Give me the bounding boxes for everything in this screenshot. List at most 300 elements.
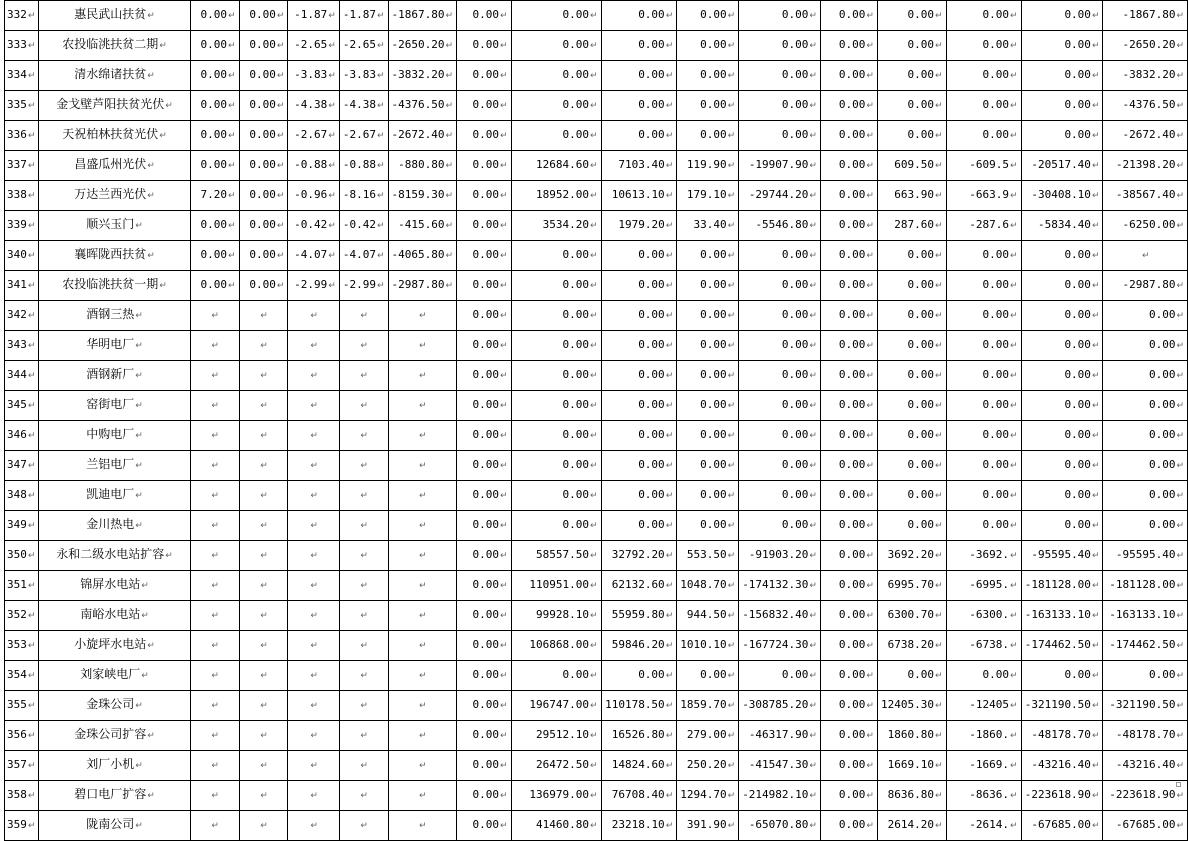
value-cell <box>388 1 457 31</box>
cell-text: 0.00 <box>781 338 809 351</box>
value-cell <box>677 541 739 571</box>
cell-text: 0.00 <box>907 338 934 351</box>
paragraph-mark: ↵ <box>665 701 674 711</box>
paragraph-mark: ↵ <box>866 431 874 441</box>
value-cell <box>601 481 677 511</box>
cell-text: 0.00 <box>907 488 934 501</box>
cell-text: 0.00 <box>200 68 228 81</box>
table-body <box>5 1 1188 841</box>
value-cell <box>511 781 601 811</box>
paragraph-mark: ↵ <box>1176 551 1184 561</box>
paragraph-mark: ↵ <box>376 191 385 201</box>
paragraph-mark: ↵ <box>328 161 336 171</box>
cell-text: 0.00 <box>781 98 809 111</box>
cell-text: 196747.00 <box>529 698 590 711</box>
cell-text: 0.00 <box>781 308 809 321</box>
paragraph-mark: ↵ <box>135 701 143 711</box>
cell-text: 0.00 <box>838 428 866 441</box>
value-cell <box>601 691 677 721</box>
cell-text: 0.00 <box>472 338 499 351</box>
paragraph-mark: ↵ <box>934 701 943 711</box>
cell-text: 250.20 <box>686 758 727 771</box>
row-number-cell <box>5 331 39 361</box>
paragraph-mark: ↵ <box>360 731 368 741</box>
row-number-cell <box>5 541 39 571</box>
cell-text: -43216.40 <box>1115 758 1176 771</box>
value-cell <box>339 721 388 751</box>
value-cell <box>739 811 821 841</box>
paragraph-mark: ↵ <box>727 281 736 291</box>
value-cell <box>457 571 512 601</box>
cell-text: 0.00 <box>982 368 1010 381</box>
cell-text: 中购电厂 <box>86 427 135 441</box>
paragraph-mark: ↵ <box>727 191 736 201</box>
paragraph-mark: ↵ <box>418 521 427 531</box>
value-cell <box>946 211 1021 241</box>
value-cell <box>1021 571 1103 601</box>
value-cell <box>820 451 877 481</box>
value-cell <box>511 301 601 331</box>
cell-text: 0.00 <box>1064 68 1091 81</box>
paragraph-mark: ↵ <box>135 431 143 441</box>
value-cell <box>239 181 288 211</box>
cell-text: -1.87 <box>342 8 376 21</box>
paragraph-mark: ↵ <box>418 701 427 711</box>
cell-text: -48178.70 <box>1115 728 1176 741</box>
value-cell <box>457 151 512 181</box>
value-cell <box>511 481 601 511</box>
cell-text: -4065.80 <box>391 248 445 261</box>
paragraph-mark: ↵ <box>260 821 268 831</box>
paragraph-mark: ↵ <box>360 641 368 651</box>
paragraph-mark: ↵ <box>866 11 874 21</box>
value-cell <box>511 661 601 691</box>
cell-text: 0.00 <box>1148 518 1176 531</box>
cell-text: 345 <box>7 398 27 411</box>
value-cell <box>877 361 946 391</box>
cell-text: -1867.80 <box>1122 8 1176 21</box>
cell-text: 0.00 <box>838 278 866 291</box>
paragraph-mark: ↵ <box>310 581 318 591</box>
cell-text: -3.83 <box>342 68 376 81</box>
paragraph-mark: ↵ <box>866 461 874 471</box>
cell-text: 279.00 <box>686 728 727 741</box>
cell-text: 355 <box>7 698 27 711</box>
value-cell <box>457 211 512 241</box>
paragraph-mark: ↵ <box>499 551 508 561</box>
cell-text: 0.00 <box>562 8 590 21</box>
value-cell <box>820 181 877 211</box>
cell-text: 万达兰西光伏 <box>74 187 147 201</box>
paragraph-mark: ↵ <box>276 191 285 201</box>
paragraph-mark: ↵ <box>866 521 874 531</box>
row-number-cell <box>5 271 39 301</box>
paragraph-mark: ↵ <box>135 461 143 471</box>
value-cell <box>239 511 288 541</box>
value-cell <box>339 481 388 511</box>
paragraph-mark: ↵ <box>27 161 36 171</box>
value-cell <box>388 91 457 121</box>
value-cell <box>239 631 288 661</box>
value-cell <box>239 721 288 751</box>
value-cell <box>601 121 677 151</box>
value-cell <box>877 811 946 841</box>
cell-text: 0.00 <box>472 98 499 111</box>
cell-text: 华明电厂 <box>86 337 135 351</box>
paragraph-mark: ↵ <box>1091 341 1100 351</box>
value-cell <box>339 661 388 691</box>
value-cell <box>946 361 1021 391</box>
paragraph-mark: ↵ <box>27 521 36 531</box>
cell-text: -0.88 <box>294 158 328 171</box>
cell-text: 0.00 <box>638 8 665 21</box>
paragraph-mark: ↵ <box>445 161 454 171</box>
cell-text: 76708.40 <box>611 788 665 801</box>
paragraph-mark: ↵ <box>590 731 598 741</box>
value-cell <box>457 391 512 421</box>
cell-text: 110951.00 <box>529 578 590 591</box>
table-row <box>5 661 1188 691</box>
cell-text: 0.00 <box>982 488 1010 501</box>
paragraph-mark: ↵ <box>590 371 598 381</box>
value-cell <box>388 481 457 511</box>
value-cell <box>946 481 1021 511</box>
data-table <box>4 0 1188 841</box>
paragraph-mark: ↵ <box>665 101 674 111</box>
cell-text: 惠民武山扶贫 <box>74 7 147 21</box>
cell-text: 0.00 <box>562 428 590 441</box>
value-cell <box>511 811 601 841</box>
plant-name-cell <box>39 301 190 331</box>
cell-text: 0.00 <box>200 98 228 111</box>
plant-name-cell <box>39 781 190 811</box>
cell-text: -2.65 <box>294 38 328 51</box>
value-cell <box>239 691 288 721</box>
paragraph-mark: ↵ <box>590 581 598 591</box>
row-number-cell <box>5 781 39 811</box>
cell-text: 339 <box>7 218 27 231</box>
value-cell <box>511 121 601 151</box>
paragraph-mark: ↵ <box>27 11 36 21</box>
cell-text: -4.38 <box>342 98 376 111</box>
cell-text: 0.00 <box>1148 398 1176 411</box>
paragraph-mark: ↵ <box>665 281 674 291</box>
plant-name-cell <box>39 241 190 271</box>
paragraph-mark: ↵ <box>260 791 268 801</box>
cell-text: 110178.50 <box>605 698 665 711</box>
cell-text: 0.00 <box>562 338 590 351</box>
cell-text: 0.00 <box>907 368 934 381</box>
paragraph-mark: ↵ <box>1010 311 1018 321</box>
paragraph-mark: ↵ <box>809 131 817 141</box>
paragraph-mark: ↵ <box>590 101 598 111</box>
value-cell <box>1021 541 1103 571</box>
cell-text: 99928.10 <box>536 608 590 621</box>
paragraph-mark: ↵ <box>590 281 598 291</box>
cell-text: 0.00 <box>472 368 499 381</box>
cell-text: -0.88 <box>342 158 376 171</box>
cell-text: -67685.00 <box>1115 818 1176 831</box>
plant-name-cell <box>39 331 190 361</box>
cell-text: 天祝柏林扶贫光伏 <box>62 127 159 141</box>
paragraph-mark: ↵ <box>809 581 817 591</box>
paragraph-mark: ↵ <box>211 611 219 621</box>
value-cell <box>457 811 512 841</box>
cell-text: -4376.50 <box>1122 98 1176 111</box>
value-cell <box>190 1 239 31</box>
paragraph-mark: ↵ <box>1010 461 1018 471</box>
paragraph-mark: ↵ <box>147 11 155 21</box>
cell-text: 3692.20 <box>887 548 934 561</box>
value-cell <box>946 151 1021 181</box>
paragraph-mark: ↵ <box>809 551 817 561</box>
value-cell <box>739 331 821 361</box>
value-cell <box>190 181 239 211</box>
value-cell <box>457 361 512 391</box>
value-cell <box>1103 361 1188 391</box>
paragraph-mark: ↵ <box>27 221 36 231</box>
value-cell <box>946 451 1021 481</box>
value-cell <box>1021 451 1103 481</box>
paragraph-mark: ↵ <box>665 731 674 741</box>
plant-name-cell <box>39 61 190 91</box>
paragraph-mark: ↵ <box>228 41 236 51</box>
value-cell <box>288 721 339 751</box>
paragraph-mark: ↵ <box>727 791 736 801</box>
value-cell <box>511 691 601 721</box>
paragraph-mark: ↵ <box>1141 251 1150 261</box>
cell-text: 0.00 <box>781 68 809 81</box>
value-cell <box>388 691 457 721</box>
value-cell <box>339 361 388 391</box>
value-cell <box>511 91 601 121</box>
paragraph-mark: ↵ <box>665 71 674 81</box>
paragraph-mark: ↵ <box>135 311 143 321</box>
value-cell <box>511 61 601 91</box>
cell-text: 0.00 <box>982 8 1010 21</box>
cell-text: 0.00 <box>472 8 499 21</box>
paragraph-mark: ↵ <box>328 281 336 291</box>
value-cell <box>1103 151 1188 181</box>
value-cell <box>739 601 821 631</box>
value-cell <box>388 241 457 271</box>
table-row <box>5 301 1188 331</box>
paragraph-mark: ↵ <box>590 821 598 831</box>
plant-name-cell <box>39 811 190 841</box>
paragraph-mark: ↵ <box>1010 221 1018 231</box>
paragraph-mark: ↵ <box>260 731 268 741</box>
paragraph-mark: ↵ <box>1176 71 1184 81</box>
plant-name-cell <box>39 601 190 631</box>
paragraph-mark: ↵ <box>590 131 598 141</box>
cell-text: 窑街电厂 <box>86 397 135 411</box>
value-cell <box>877 301 946 331</box>
value-cell <box>339 331 388 361</box>
table-row <box>5 1 1188 31</box>
cell-text: 0.00 <box>982 668 1010 681</box>
cell-text: 0.00 <box>249 38 276 51</box>
value-cell <box>1021 691 1103 721</box>
cell-text: 0.00 <box>1064 668 1091 681</box>
cell-text: -880.80 <box>398 158 445 171</box>
table-row <box>5 91 1188 121</box>
paragraph-mark: ↵ <box>1010 251 1018 261</box>
row-number-cell <box>5 721 39 751</box>
paragraph-mark: ↵ <box>866 161 874 171</box>
cell-text: 0.00 <box>472 548 499 561</box>
value-cell <box>339 691 388 721</box>
cell-text: 179.10 <box>686 188 727 201</box>
paragraph-mark: ↵ <box>866 731 874 741</box>
cell-text: 0.00 <box>838 458 866 471</box>
cell-text: -0.96 <box>294 188 328 201</box>
paragraph-mark: ↵ <box>934 731 943 741</box>
paragraph-mark: ↵ <box>665 311 674 321</box>
cell-text: 0.00 <box>472 698 499 711</box>
paragraph-mark: ↵ <box>499 581 508 591</box>
paragraph-mark: ↵ <box>27 251 36 261</box>
value-cell <box>457 781 512 811</box>
paragraph-mark: ↵ <box>147 731 155 741</box>
cell-text: 0.00 <box>781 368 809 381</box>
value-cell <box>601 151 677 181</box>
value-cell <box>239 121 288 151</box>
cell-text: 0.00 <box>907 98 934 111</box>
value-cell <box>288 211 339 241</box>
paragraph-mark: ↵ <box>809 11 817 21</box>
paragraph-mark: ↵ <box>376 281 385 291</box>
cell-text: -8.16 <box>342 188 376 201</box>
cell-text: -19907.90 <box>748 158 809 171</box>
paragraph-mark: ↵ <box>665 401 674 411</box>
paragraph-mark: ↵ <box>1176 11 1184 21</box>
paragraph-mark: ↵ <box>418 731 427 741</box>
value-cell <box>739 511 821 541</box>
paragraph-mark: ↵ <box>1010 371 1018 381</box>
cell-text: 0.00 <box>638 38 665 51</box>
cell-text: 0.00 <box>472 788 499 801</box>
cell-text: 0.00 <box>249 98 276 111</box>
value-cell <box>1021 631 1103 661</box>
value-cell <box>239 1 288 31</box>
value-cell <box>388 571 457 601</box>
value-cell <box>1021 181 1103 211</box>
plant-name-cell <box>39 91 190 121</box>
value-cell <box>388 211 457 241</box>
cell-text: 0.00 <box>700 98 727 111</box>
cell-text: 0.00 <box>1064 428 1091 441</box>
value-cell <box>601 91 677 121</box>
cell-text: 23218.10 <box>611 818 665 831</box>
value-cell <box>946 421 1021 451</box>
paragraph-mark: ↵ <box>1176 311 1184 321</box>
cell-text: 352 <box>7 608 27 621</box>
value-cell <box>946 241 1021 271</box>
paragraph-mark: ↵ <box>27 581 36 591</box>
value-cell <box>820 61 877 91</box>
value-cell <box>288 511 339 541</box>
value-cell <box>946 511 1021 541</box>
value-cell <box>1103 61 1188 91</box>
cell-text: -2.65 <box>342 38 376 51</box>
cell-text: 0.00 <box>907 398 934 411</box>
value-cell <box>739 361 821 391</box>
paragraph-mark: ↵ <box>1091 191 1100 201</box>
paragraph-mark: ↵ <box>727 71 736 81</box>
cell-text: 359 <box>7 818 27 831</box>
paragraph-mark: ↵ <box>445 281 454 291</box>
paragraph-mark: ↵ <box>310 701 318 711</box>
paragraph-mark: ↵ <box>27 191 36 201</box>
value-cell <box>877 601 946 631</box>
cell-text: 0.00 <box>838 248 866 261</box>
paragraph-mark: ↵ <box>310 491 318 501</box>
row-number-cell <box>5 1 39 31</box>
value-cell <box>820 361 877 391</box>
paragraph-mark: ↵ <box>228 161 236 171</box>
paragraph-mark: ↵ <box>866 371 874 381</box>
paragraph-mark: ↵ <box>211 701 219 711</box>
paragraph-mark: ↵ <box>1176 41 1184 51</box>
cell-text: 347 <box>7 458 27 471</box>
paragraph-mark: ↵ <box>228 131 236 141</box>
value-cell <box>946 301 1021 331</box>
cell-text: -308785.20 <box>742 698 809 711</box>
value-cell <box>739 61 821 91</box>
paragraph-mark: ↵ <box>809 491 817 501</box>
paragraph-mark: ↵ <box>1010 341 1018 351</box>
table-row <box>5 361 1188 391</box>
paragraph-mark: ↵ <box>809 701 817 711</box>
value-cell <box>288 481 339 511</box>
value-cell <box>820 151 877 181</box>
cell-text: 119.90 <box>686 158 727 171</box>
paragraph-mark: ↵ <box>360 371 368 381</box>
paragraph-mark: ↵ <box>1091 311 1100 321</box>
row-number-cell <box>5 601 39 631</box>
value-cell <box>677 631 739 661</box>
cell-text: 0.00 <box>838 788 866 801</box>
cell-text: 0.00 <box>781 248 809 261</box>
value-cell <box>601 451 677 481</box>
value-cell <box>677 181 739 211</box>
value-cell <box>288 391 339 421</box>
paragraph-mark: ↵ <box>211 521 219 531</box>
paragraph-mark: ↵ <box>665 131 674 141</box>
paragraph-mark: ↵ <box>809 311 817 321</box>
plant-name-cell <box>39 631 190 661</box>
paragraph-mark: ↵ <box>418 401 427 411</box>
paragraph-mark: ↵ <box>499 731 508 741</box>
paragraph-mark: ↵ <box>328 221 336 231</box>
paragraph-mark: ↵ <box>727 401 736 411</box>
paragraph-mark: ↵ <box>310 551 318 561</box>
cell-text: 0.00 <box>1064 398 1091 411</box>
value-cell <box>1021 781 1103 811</box>
value-cell <box>1103 181 1188 211</box>
paragraph-mark: ↵ <box>27 461 36 471</box>
cell-text: 0.00 <box>781 458 809 471</box>
cell-text: 0.00 <box>838 578 866 591</box>
value-cell <box>946 781 1021 811</box>
value-cell <box>1021 361 1103 391</box>
value-cell <box>339 451 388 481</box>
value-cell <box>946 91 1021 121</box>
row-number-cell <box>5 661 39 691</box>
value-cell <box>677 211 739 241</box>
paragraph-mark: ↵ <box>665 491 674 501</box>
value-cell <box>339 271 388 301</box>
